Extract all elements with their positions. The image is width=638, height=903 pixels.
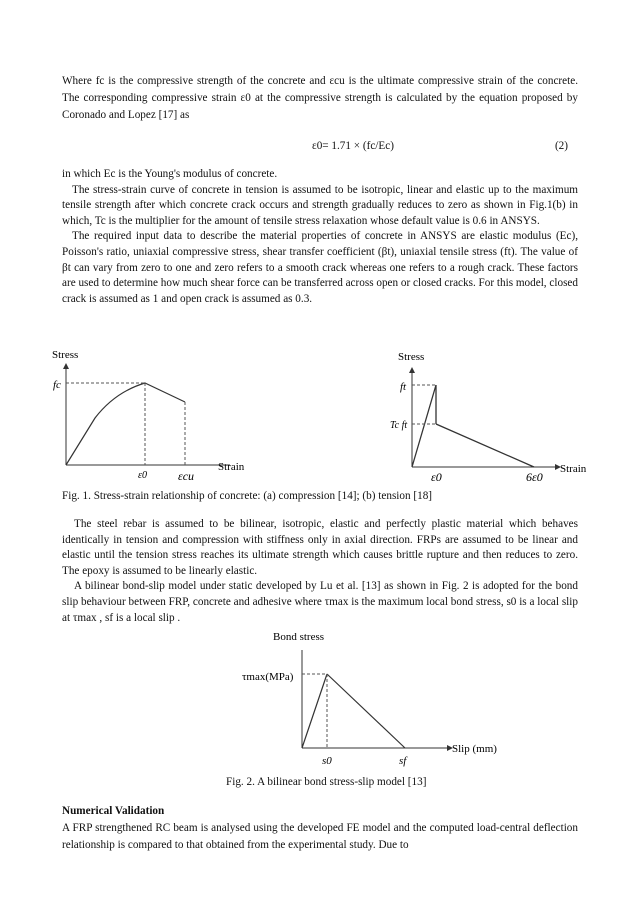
fig1b-xlabel: Strain [560, 463, 587, 475]
fig1-compression-chart [52, 349, 245, 483]
fig1b-rise [412, 385, 436, 467]
paragraph-validation: A FRP strengthened RC beam is analysed using the developed FE model and the computed load-central deflection relationship is compared to that obtained from the experimental study. Due to [62, 822, 578, 851]
fig2-xlabel: Slip (mm) [452, 743, 497, 755]
equation-number: (2) [554, 140, 568, 152]
paragraph-steel: The steel rebar is assumed to be bilinear, isotropic, elastic and perfectly plastic material which behaves identically in tension and compression with stiffness only in axial direction. FRPs are assumed to be linear and elastic until the tension stress reaches its ultimate strength which causes brittle rupture and then reduces to zero. The epoxy is assumed to be linearly elastic. [62, 518, 578, 577]
fig1a-peak-label: fc [53, 379, 61, 391]
section-heading: Numerical Validation [62, 805, 165, 817]
paragraph-concrete-properties [62, 167, 578, 307]
paragraph-line-youngs-modulus: in which Ec is the Young's modulus of concrete. [62, 168, 278, 180]
fig1b-peak-label: ft [400, 381, 407, 393]
fig1b-soften [436, 424, 534, 467]
fig1a-e0-label: ε0 [138, 470, 147, 481]
fig1-caption: Fig. 1. Stress-strain relationship of concrete: (a) compression [14]; (b) tension [18] [62, 490, 433, 502]
fig2-sf-label: sf [399, 755, 407, 767]
equation-formula: ε0= 1.71 × (fc/Ec) [312, 140, 394, 152]
fig1a-ecu-label: εcu [178, 469, 195, 483]
fig1b-relax-label: Tc ft [390, 420, 408, 431]
fig1a-curve [66, 383, 185, 465]
paragraph-ansys-input: The required input data to describe the material properties of concrete in ANSYS are elastic modulus (Ec), Poisson's ratio, uniaxial compressive stress, shear transfer coefficient (βt), uniaxial tensile stress (ft). The value of βt can vary from zero to one and zero refers to a smooth crack whereas one refers to a rough crack. These factors are used to determine how much shear force can be transferred across open or closed cracks. For this model, closed crack is assumed as 1 and open crack is assumed as 0.3. [62, 230, 578, 305]
fig1b-e0-label: ε0 [431, 470, 442, 484]
fig2-rise [302, 674, 327, 748]
fig1-tension-chart [390, 351, 587, 484]
fig2-ylabel: Bond stress [273, 631, 325, 643]
fig1a-xlabel: Strain [218, 461, 245, 473]
figure-1 [50, 340, 600, 490]
fig2-peak-label: τmax(MPa) [242, 671, 294, 683]
paragraph-tension-curve: The stress-strain curve of concrete in tension is assumed to be isotropic, linear and elastic up to the maximum tensile strength after which concrete crack occurs and strength gradually reduces to zero as shown in Fig.1(b) in which, Tc is the multiplier for the amount of tensile stress relaxation whose default value is 0.6 in ANSYS. [62, 183, 578, 227]
fig1b-ylabel: Stress [398, 351, 425, 363]
fig2-caption: Fig. 2. A bilinear bond stress-slip model [13] [226, 776, 427, 788]
figure-2 [230, 628, 520, 773]
fig1b-6e0-label: 6ε0 [526, 470, 543, 484]
fig2-descent [327, 674, 405, 748]
paragraph-compressive-strength: Where fc is the compressive strength of the concrete and εcu is the ultimate compressive strain of the concrete. The corresponding compressive strain ε0 at the compressive strength is calculated by the equation proposed by Coronado and Lopez [17] as [62, 75, 578, 121]
fig2-s0-label: s0 [322, 755, 332, 767]
fig1a-ylabel: Stress [52, 349, 79, 361]
paragraph-materials [62, 517, 578, 626]
paragraph-bond-slip: A bilinear bond-slip model under static developed by Lu et al. [13] as shown in Fig. 2 is adopted for the bond slip behaviour between FRP, concrete and adhesive where τmax is the maximum local bond stress, s0 is a local slip at τmax , sf is a local slip . [62, 580, 578, 624]
